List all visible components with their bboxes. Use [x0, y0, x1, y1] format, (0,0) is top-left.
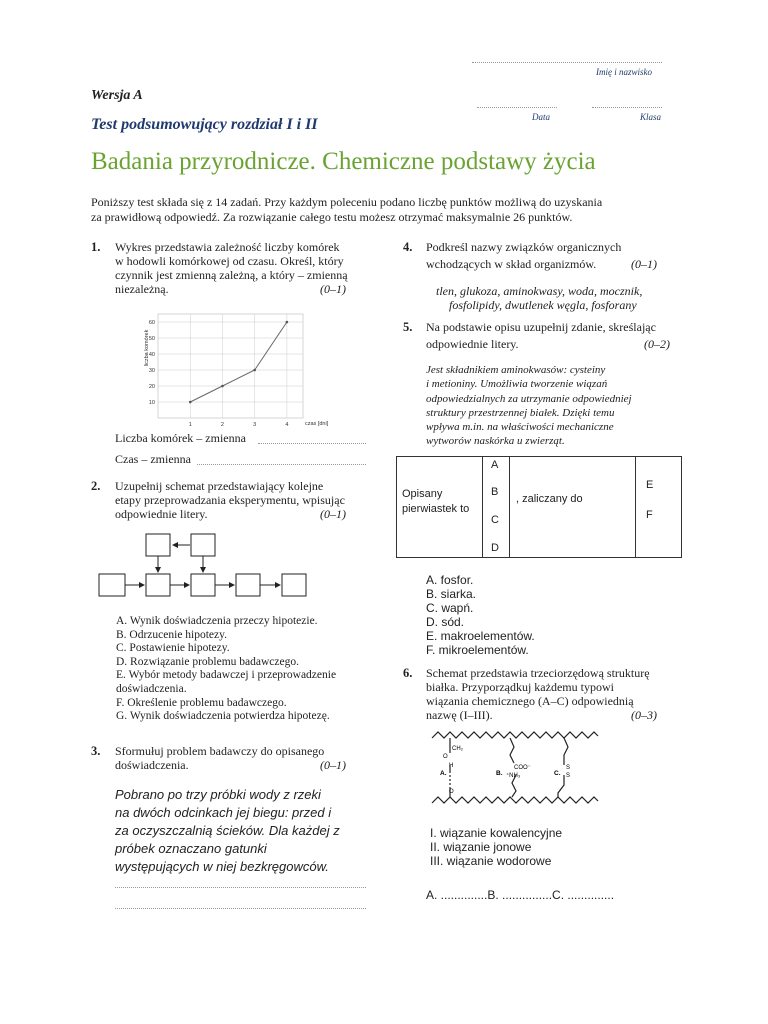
q6-text [426, 666, 691, 722]
chart-ytick-label: 20 [148, 384, 155, 390]
q5-desc-line: wpływa m.in. na właściwości mechaniczne [426, 421, 614, 434]
q6-line: nazwę (I–III). (0–3) [426, 708, 657, 722]
q5-option: C. wapń. [426, 601, 474, 615]
bond-a-h: H [449, 763, 454, 769]
q1-line: niezależną. (0–1) [115, 282, 346, 296]
q5-line: odpowiednie litery. (0–2) [426, 337, 670, 351]
q2-option: doświadczenia. [116, 682, 187, 695]
q6-bond-names [430, 826, 562, 868]
bond-c-sidechain [564, 738, 568, 765]
bond-b-coo: COO⁻ [514, 765, 531, 771]
version-label: Wersja A [91, 88, 143, 103]
q3-story-line: za oczyszczalnią ścieków. Dla każdej z [115, 823, 340, 838]
bond-c-label: C. [554, 770, 561, 777]
q2-text [115, 479, 375, 521]
q5-desc-line: wytworów naskórka u zwierząt. [426, 435, 565, 448]
bond-c-s2: S [566, 773, 571, 779]
bond-a-o2: O [449, 789, 454, 795]
q6-number: 6. [403, 666, 413, 680]
name-label: Imię i nazwisko [596, 67, 652, 77]
q4-line: Podkreśl nazwy związków organicznych [426, 240, 622, 254]
chart-ytick-label: 10 [148, 400, 155, 406]
q5-option: A. fosfor. [426, 573, 474, 587]
q1-points: (0–1) [320, 282, 346, 296]
q5-choice-b[interactable]: B [491, 486, 499, 498]
q6-points: (0–3) [631, 708, 657, 722]
bond-b-nh3: ⁺NH₃ [506, 773, 521, 779]
q4-number: 4. [403, 240, 413, 254]
bond-b-sidechain [510, 738, 514, 763]
q2-number: 2. [91, 479, 101, 493]
bond-a-o: O [443, 754, 448, 760]
q2-option: F. Określenie problemu badawczego. [116, 696, 287, 709]
protein-chain-bottom [432, 797, 598, 803]
q2-line: odpowiednie litery. (0–1) [115, 507, 346, 521]
flow-box [191, 534, 215, 556]
q1-answer-2-line[interactable] [197, 464, 366, 465]
bond-b-label: B. [496, 770, 503, 777]
q5-number: 5. [403, 320, 413, 334]
q5-description [426, 363, 686, 449]
q5-option: B. siarka. [426, 587, 477, 601]
chart-point [286, 321, 289, 324]
q5-line: Na podstawie opisu uzupełnij zdanie, skreślając [426, 320, 656, 334]
name-line[interactable] [472, 62, 662, 63]
q5-table-c1-line: Opisany [402, 488, 443, 500]
q1-line: w hodowli komórkowej od czasu. Określ, który [115, 254, 344, 268]
chart-xtick-label: 1 [188, 422, 192, 428]
chart-ytick-label: 50 [148, 336, 155, 342]
q6-bond-name: III. wiązanie wodorowe [430, 854, 552, 868]
test-subtitle: Test podsumowujący rozdział I i II [91, 116, 318, 133]
flow-box [191, 574, 215, 596]
q2-option: A. Wynik doświadczenia przeczy hipotezie. [116, 615, 318, 627]
chart-points [189, 321, 288, 404]
date-label: Data [532, 112, 550, 122]
q5-table-c1-line: pierwiastek to [402, 503, 470, 515]
q5-points: (0–2) [644, 337, 670, 351]
q3-story-line: na dwóch odcinkach jej biegu: przed i [115, 805, 332, 820]
q5-option: F. mikroelementów. [426, 643, 529, 657]
q5-desc-line: odpowiedzialnych za utrzymanie odpowiedniej [426, 392, 632, 405]
flow-box [99, 574, 125, 596]
q5-desc-line: i metioniny. Umożliwia tworzenie wiązań [426, 378, 608, 391]
q5-option: D. sód. [426, 615, 465, 629]
q4-points: (0–1) [631, 257, 657, 271]
chart-point [189, 401, 192, 404]
q5-table-c1 [402, 487, 469, 517]
q1-number: 1. [91, 240, 101, 254]
q3-answer-line-1[interactable] [115, 887, 366, 888]
chart-ylabel: liczba komórek [144, 329, 150, 367]
q5-options [426, 573, 535, 657]
class-label: Klasa [640, 112, 662, 122]
chart-point [221, 385, 224, 388]
intro-line: Poniższy test składa się z 14 zadań. Przy każdym poleceniu podano liczbę punktów możliwą do uzyskania [91, 195, 603, 209]
q6-protein-diagram [430, 725, 600, 811]
chart-series-line [190, 322, 287, 402]
q4-line: wchodzących w skład organizmów. (0–1) [426, 257, 657, 271]
chart-ticks [149, 320, 289, 428]
page-title: Badania przyrodnicze. Chemiczne podstawy życia [91, 148, 596, 175]
q1-answer-2: Czas – zmienna [115, 452, 191, 466]
q2-line: Uzupełnij schemat przedstawiający kolejne [115, 479, 324, 493]
intro-text [91, 195, 691, 225]
q5-table-cell-group [636, 457, 681, 557]
intro-line: za prawidłową odpowiedź. Za rozwiązanie całego testu możesz otrzymać maksymalnie 26 punktów. [91, 210, 573, 224]
date-line[interactable] [477, 107, 557, 108]
q3-text [115, 744, 375, 772]
q5-desc-line: Jest składnikiem aminokwasów: cysteiny [426, 364, 606, 376]
q2-option: C. Postawienie hipotezy. [116, 642, 230, 655]
q5-table-c3: , zaliczany do [516, 493, 583, 505]
q5-table-cell-element [397, 457, 483, 557]
q4-compound-list [436, 284, 642, 312]
q3-number: 3. [91, 744, 101, 758]
q3-answer-line-2[interactable] [115, 908, 366, 909]
protein-chain-top [432, 732, 598, 738]
q4-text [426, 240, 691, 271]
q2-options [116, 615, 376, 724]
chart-xlabel: czas [dni] [305, 421, 328, 427]
q6-line: Schemat przedstawia trzeciorzędową strukturę [426, 666, 650, 680]
class-line[interactable] [592, 107, 662, 108]
q3-line: Sformułuj problem badawczy do opisanego [115, 744, 325, 758]
q3-story [115, 786, 385, 876]
chart-xtick-label: 3 [253, 422, 257, 428]
q6-line: białka. Przyporządkuj każdemu typowi [426, 680, 614, 694]
q4-list-line: fosfolipidy, dwutlenek węgla, fosforany [449, 298, 637, 312]
bond-c-lower [558, 775, 564, 797]
q5-choice-c[interactable]: C [491, 514, 499, 526]
q3-story-line: próbek oznaczano gatunki [115, 841, 267, 856]
flow-box [236, 574, 260, 596]
q2-flow-diagram [98, 532, 313, 600]
bond-c-s1: S [566, 765, 571, 771]
q5-choice-f[interactable]: F [646, 509, 653, 521]
flow-box [146, 534, 170, 556]
q2-points: (0–1) [320, 507, 346, 521]
chart-ytick-label: 30 [148, 368, 155, 374]
chart-xtick-label: 2 [220, 422, 224, 428]
chart-ytick-label: 40 [148, 352, 155, 358]
flow-box [146, 574, 170, 596]
q5-choice-d[interactable]: D [491, 542, 499, 554]
q5-text [426, 320, 691, 351]
q1-answer-1: Liczba komórek – zmienna [115, 431, 246, 445]
q5-table-cell-letters [483, 457, 510, 557]
chart-point [253, 369, 256, 372]
q1-line: czynnik jest zmienną zależną, a który – zmienną [115, 268, 348, 282]
q1-line: Wykres przedstawia zależność liczby komórek [115, 240, 340, 254]
q5-answer-table [396, 456, 682, 558]
q2-option: E. Wybór metody badawczej i przeprowadzenie [116, 669, 337, 682]
q6-bond-name: II. wiązanie jonowe [430, 840, 532, 854]
q4-list-line: tlen, glukoza, aminokwasy, woda, mocznik, [436, 284, 643, 298]
q3-line: doświadczenia. (0–1) [115, 758, 346, 772]
q3-points: (0–1) [320, 758, 346, 772]
q6-bond-name: I. wiązanie kowalencyjne [430, 826, 563, 840]
flow-box [282, 574, 306, 596]
q1-text [115, 240, 375, 296]
q5-table-cell-class [510, 457, 636, 557]
q6-line: wiązania chemicznego (A–C) odpowiednią [426, 694, 634, 708]
q6-answer-line[interactable]: A. ..............B. ...............C. .............. [426, 888, 615, 902]
q3-story-line: występujących w niej bezkręgowców. [115, 859, 329, 874]
q5-choice-e[interactable]: E [646, 479, 654, 491]
q5-desc-line: struktury przestrzennej białek. Dzięki temu [426, 406, 615, 419]
q2-option: B. Odrzucenie hipotezy. [116, 628, 228, 641]
bond-a-label: A. [440, 770, 447, 777]
q3-story-line: Pobrano po trzy próbki wody z rzeki [115, 787, 321, 802]
q2-option: D. Rozwiązanie problemu badawczego. [116, 655, 299, 668]
q2-line: etapy przeprowadzania eksperymentu, wpisując [115, 493, 345, 507]
chart-xtick-label: 4 [285, 422, 289, 428]
q1-answer-1-line[interactable] [258, 443, 366, 444]
q5-option: E. makroelementów. [426, 629, 535, 643]
chart-ytick-label: 60 [148, 320, 155, 326]
q2-option: G. Wynik doświadczenia potwierdza hipotezę. [116, 710, 330, 723]
q1-line-chart [138, 308, 328, 432]
q5-choice-a[interactable]: A [491, 459, 499, 471]
bond-a-ch2: CH₂ [452, 746, 463, 752]
